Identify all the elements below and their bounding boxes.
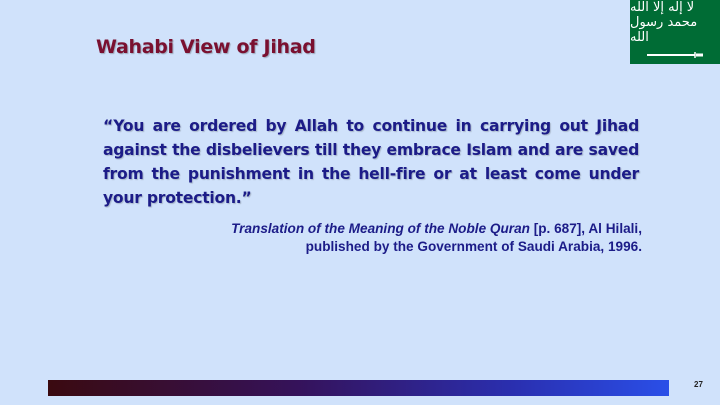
- quote-text: “You are ordered by Allah to continue in carrying out Jihad against the disbelievers till they embrace Islam and are saved from the punishment in the hell-fire or at least come under your protection.”: [103, 117, 639, 207]
- citation: [160, 220, 642, 256]
- page-number: 27: [694, 380, 703, 389]
- flag-calligraphy: لا إله إلا الله محمد رسول الله: [630, 0, 698, 45]
- citation-details-line2: published by the Government of Saudi Arabia, 1996.: [305, 239, 642, 254]
- slide-title: Wahabi View of Jihad: [96, 36, 316, 58]
- citation-book-title: Translation of the Meaning of the Noble Quran: [231, 221, 530, 236]
- sword-icon: [645, 51, 705, 59]
- citation-details-line1: [p. 687], Al Hilali,: [529, 221, 642, 236]
- saudi-flag-icon: [630, 0, 720, 64]
- footer-gradient-bar: [48, 380, 669, 396]
